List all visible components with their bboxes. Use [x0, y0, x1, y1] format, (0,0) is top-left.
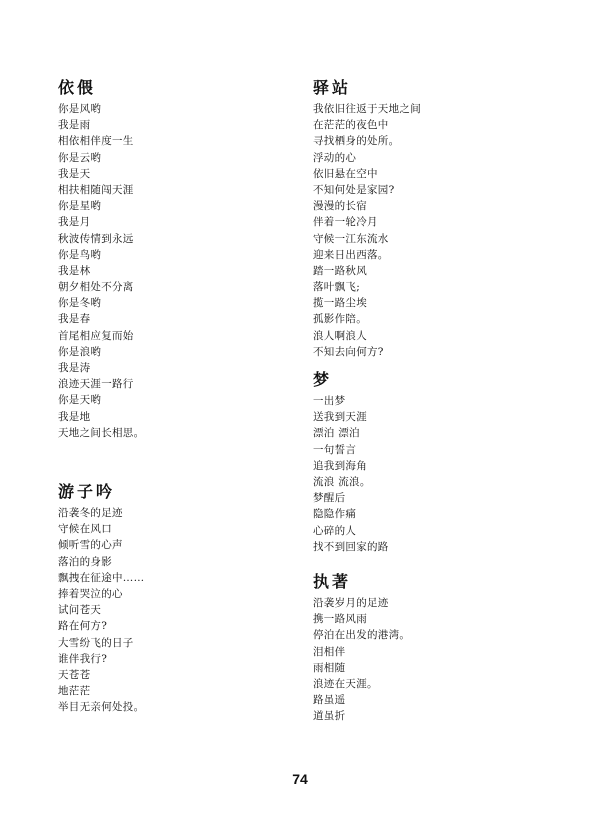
poem-line: 天地之间长相思。 [58, 426, 145, 439]
poem-line: 伴着一轮冷月 [313, 216, 378, 229]
poem-meng [313, 369, 389, 555]
poem-line: 你是鸟哟 [58, 248, 102, 261]
poem-line: 浪迹在天涯。 [313, 677, 378, 690]
poem-yizhan [313, 77, 421, 360]
poem-line: 谁伴我行? [58, 652, 108, 665]
poem-line: 漫漫的长宿 [313, 200, 367, 213]
poem-line: 漂泊 漂泊 [313, 427, 360, 440]
poem-line: 落叶飘飞; [313, 281, 361, 294]
poem-line: 守候在风口 [58, 523, 112, 536]
poem-line: 揽一路尘埃 [313, 297, 367, 310]
poem-line: 停泊在出发的港湾。 [313, 629, 411, 642]
poem-line: 飘拽在征途中…… [58, 571, 145, 584]
poem-line: 一句誓言 [313, 443, 357, 456]
poem-line: 隐隐作痛 [313, 508, 357, 521]
poem-line: 举目无亲何处投。 [58, 701, 145, 714]
poem-line: 倾听雪的心声 [58, 539, 123, 552]
poem-line: 雨相随 [313, 661, 346, 674]
poem-line: 相依相伴度一生 [58, 135, 134, 148]
poem-title: 驿站 [313, 78, 352, 97]
poem-line: 道虽折 [313, 710, 346, 723]
poem-lines [58, 101, 144, 441]
poem-line: 我是林 [58, 264, 91, 277]
poem-youziyin [58, 481, 144, 715]
poem-line: 心碎的人 [313, 524, 357, 537]
poem-lines [313, 101, 421, 360]
poem-line: 浪人啊浪人 [313, 329, 367, 342]
poem-line: 路虽遥 [313, 694, 346, 707]
poem-title: 执著 [313, 572, 352, 591]
poem-line: 你是风哟 [58, 103, 102, 115]
poem-line: 一出梦 [313, 395, 346, 407]
poem-line: 我依旧往返于天地之间 [313, 103, 421, 115]
poem-line: 天苍苍 [58, 668, 91, 681]
poem-line: 你是浪哟 [58, 345, 102, 358]
poem-line: 不知何处是家园? [313, 183, 395, 196]
poem-line: 梦醒后 [313, 492, 346, 505]
poem-line: 秋波传情到永远 [58, 232, 134, 245]
poem-lines [58, 505, 144, 715]
poem-line: 地茫茫 [58, 685, 91, 698]
poem-line: 朝夕相处不分离 [58, 281, 134, 294]
poem-line: 我是春 [58, 313, 91, 326]
poem-line: 我是天 [58, 167, 91, 180]
poem-line: 携一路风雨 [313, 613, 367, 626]
page-number: 74 [292, 771, 308, 787]
poem-line: 在茫茫的夜色中 [313, 119, 389, 132]
poem-line: 我是涛 [58, 362, 91, 374]
poem-line: 我是雨 [58, 119, 91, 132]
poem-line: 守候一江东流水 [313, 232, 389, 245]
poem-title: 游子吟 [58, 482, 116, 501]
poem-line: 寻找栖身的处所。 [313, 135, 400, 148]
poem-line: 不知去向何方? [313, 345, 384, 358]
poem-line: 孤影作陪。 [313, 313, 367, 326]
poem-line: 试问苍天 [58, 604, 102, 617]
poem-line: 浮动的心 [313, 151, 357, 164]
poem-line: 你是云哟 [58, 151, 102, 164]
poem-line: 泪相伴 [313, 645, 346, 658]
poem-line: 浪迹天涯一路行 [58, 378, 134, 391]
poem-line: 踏一路秋风 [313, 264, 367, 277]
poem-line: 你是天哟 [58, 394, 102, 407]
poem-line: 迎来日出西落。 [313, 248, 389, 261]
poem-zhizhu [313, 571, 410, 725]
poem-line: 沿袭冬的足迹 [58, 507, 123, 519]
poem-line: 大雪纷飞的日子 [58, 636, 134, 649]
poem-title: 梦 [313, 370, 333, 389]
poem-lines [313, 595, 410, 725]
poem-line: 你是冬哟 [58, 297, 102, 310]
poem-line: 送我到天涯 [313, 411, 367, 424]
poem-yiwei [58, 77, 144, 441]
poem-line: 我是月 [58, 216, 91, 229]
poem-line: 捧着哭泣的心 [58, 587, 123, 600]
poem-line: 落泊的身影 [58, 555, 112, 568]
poem-lines [313, 393, 389, 555]
poem-line: 相扶相随闯天涯 [58, 183, 134, 196]
poem-line: 追我到海角 [313, 459, 367, 472]
poem-line: 依旧悬在空中 [313, 167, 378, 180]
poem-title: 依偎 [58, 78, 97, 97]
poem-line: 路在何方? [58, 620, 108, 633]
poem-line: 首尾相应复而始 [58, 329, 134, 342]
poem-line: 流浪 流浪。 [313, 475, 371, 488]
poem-line: 沿袭岁月的足迹 [313, 597, 389, 609]
poem-line: 找不到回家的路 [313, 540, 389, 553]
poem-line: 我是地 [58, 410, 91, 423]
poem-line: 你是星哟 [58, 200, 102, 213]
